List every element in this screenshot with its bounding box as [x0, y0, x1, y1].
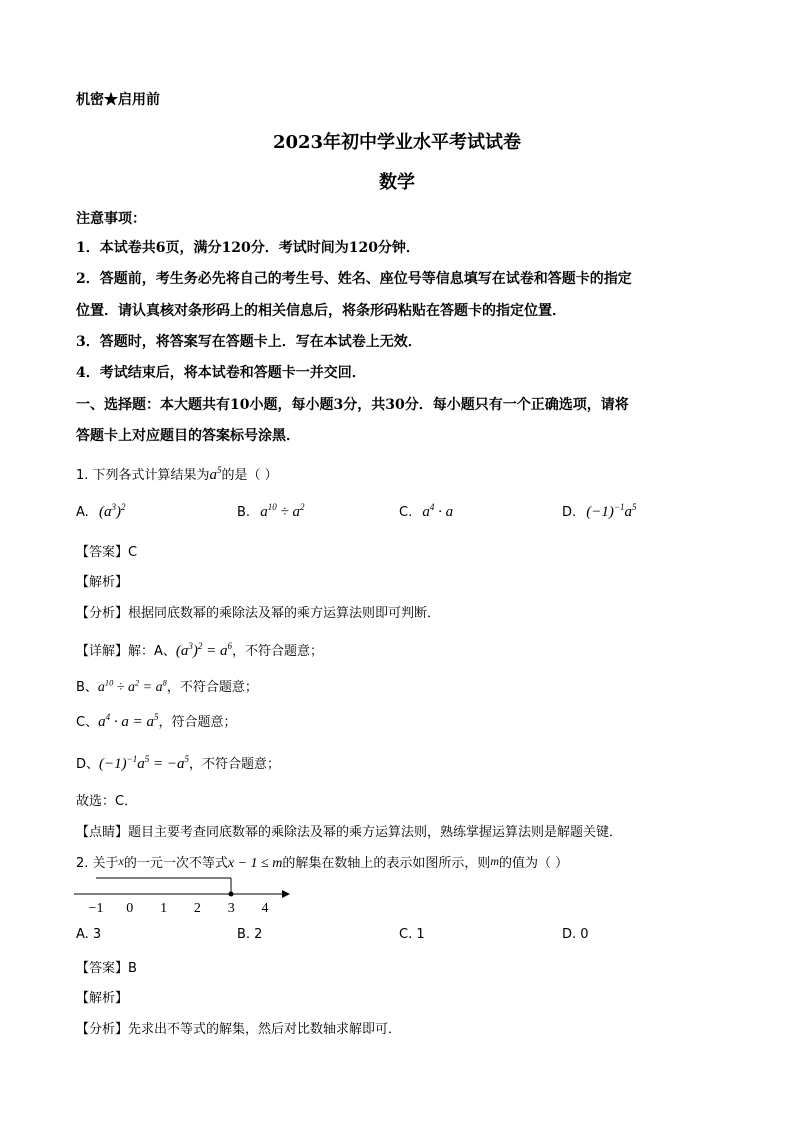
q1-dianjing: 【点睛】题目主要考查同底数幂的乘除法及幂的乘方运算法则，熟练掌握运算法则是解题关键．: [76, 825, 623, 840]
q2-fenxi: 【分析】先求出不等式的解集，然后对比数轴求解即可．: [76, 1022, 402, 1037]
notice-item-2-cont: 位置．请认真核对条形码上的相关信息后，将条形码粘贴在答题卡的指定位置．: [76, 303, 566, 319]
axis-tick-label: 4: [261, 901, 269, 916]
q1-option-a: A. $(a^3)^2$: [76, 502, 126, 520]
q1-detail-d: D、$(-1)^{-1}a^5 = -a^5$，不符合题意；: [76, 754, 280, 772]
confidential-label: 机密★启用前: [76, 92, 160, 108]
q2-answer: 【答案】B: [76, 961, 137, 976]
q2-option-a: A. 3: [76, 927, 102, 942]
subject-title: 数学: [379, 172, 415, 193]
axis-tick-label: 3: [227, 901, 235, 916]
notice-item-3: 3．答题时，将答案写在答题卡上．写在本试卷上无效．: [76, 334, 422, 350]
section-heading-cont: 答题卡上对应题目的答案标号涂黑．: [76, 428, 300, 444]
axis-tick-label: 2: [193, 901, 201, 916]
notice-heading: 注意事项：: [76, 211, 146, 227]
q1-fenxi: 【分析】根据同底数幂的乘除法及幂的乘方运算法则即可判断．: [76, 606, 441, 621]
q1-answer: 【答案】C: [76, 545, 138, 560]
notice-item-4: 4．考试结束后，将本试卷和答题卡一并交回．: [76, 365, 366, 381]
q1-option-c: C. $a^4 \cdot a$: [399, 502, 454, 520]
q1-choose: 故选：C．: [76, 794, 138, 809]
q1-analysis-label: 【解析】: [76, 575, 129, 590]
q1-option-b: B. $a^{10} \div a^2$: [237, 502, 305, 520]
section-heading: 一、选择题：本大题共有10小题，每小题3分，共30分．每小题只有一个正确选项，请将: [76, 397, 629, 413]
axis-arrow: [282, 890, 290, 898]
q1-stem-post: 的是（ ）: [221, 468, 278, 483]
q1-detail-a: 【详解】解：A、$(a^3)^2 = a^6$，不符合题意；: [76, 641, 324, 659]
q1-stem-pre: 1. 下列各式计算结果为: [76, 468, 210, 483]
q2-option-b: B. 2: [237, 927, 263, 942]
q2-stem: 2. 关于x的一元一次不等式x − 1 ≤ m的解集在数轴上的表示如图所示，则m的值为（ ）: [76, 854, 569, 871]
q2-option-c: C. 1: [399, 927, 425, 942]
q1-option-d: D. $(-1)^{-1}a^5$: [562, 502, 637, 520]
exam-title: 2023年初中学业水平考试试卷: [272, 132, 522, 153]
axis-tick-label: 1: [160, 901, 168, 916]
axis-tick-label: −1: [88, 901, 104, 916]
q1-detail-b: B、$a^{10} \div a^2 = a^8$，不符合题意；: [76, 678, 258, 695]
endpoint-dot: [229, 892, 234, 897]
notice-item-2: 2．答题前，考生务必先将自己的考生号、姓名、座位号等信息填写在试卷和答题卡的指定: [76, 271, 632, 287]
q1-stem-math: $a^5$: [209, 465, 222, 483]
axis-tick-label: 0: [126, 901, 134, 916]
q2-option-d: D. 0: [562, 927, 589, 942]
q1-stem: [76, 464, 278, 484]
q2-analysis-label: 【解析】: [76, 991, 129, 1006]
q1-detail-c: C、$a^4 \cdot a = a^5$，符合题意；: [76, 712, 237, 730]
notice-item-1: 1．本试卷共6页，满分120分．考试时间为120分钟．: [76, 240, 420, 256]
number-line-figure: [74, 876, 294, 916]
